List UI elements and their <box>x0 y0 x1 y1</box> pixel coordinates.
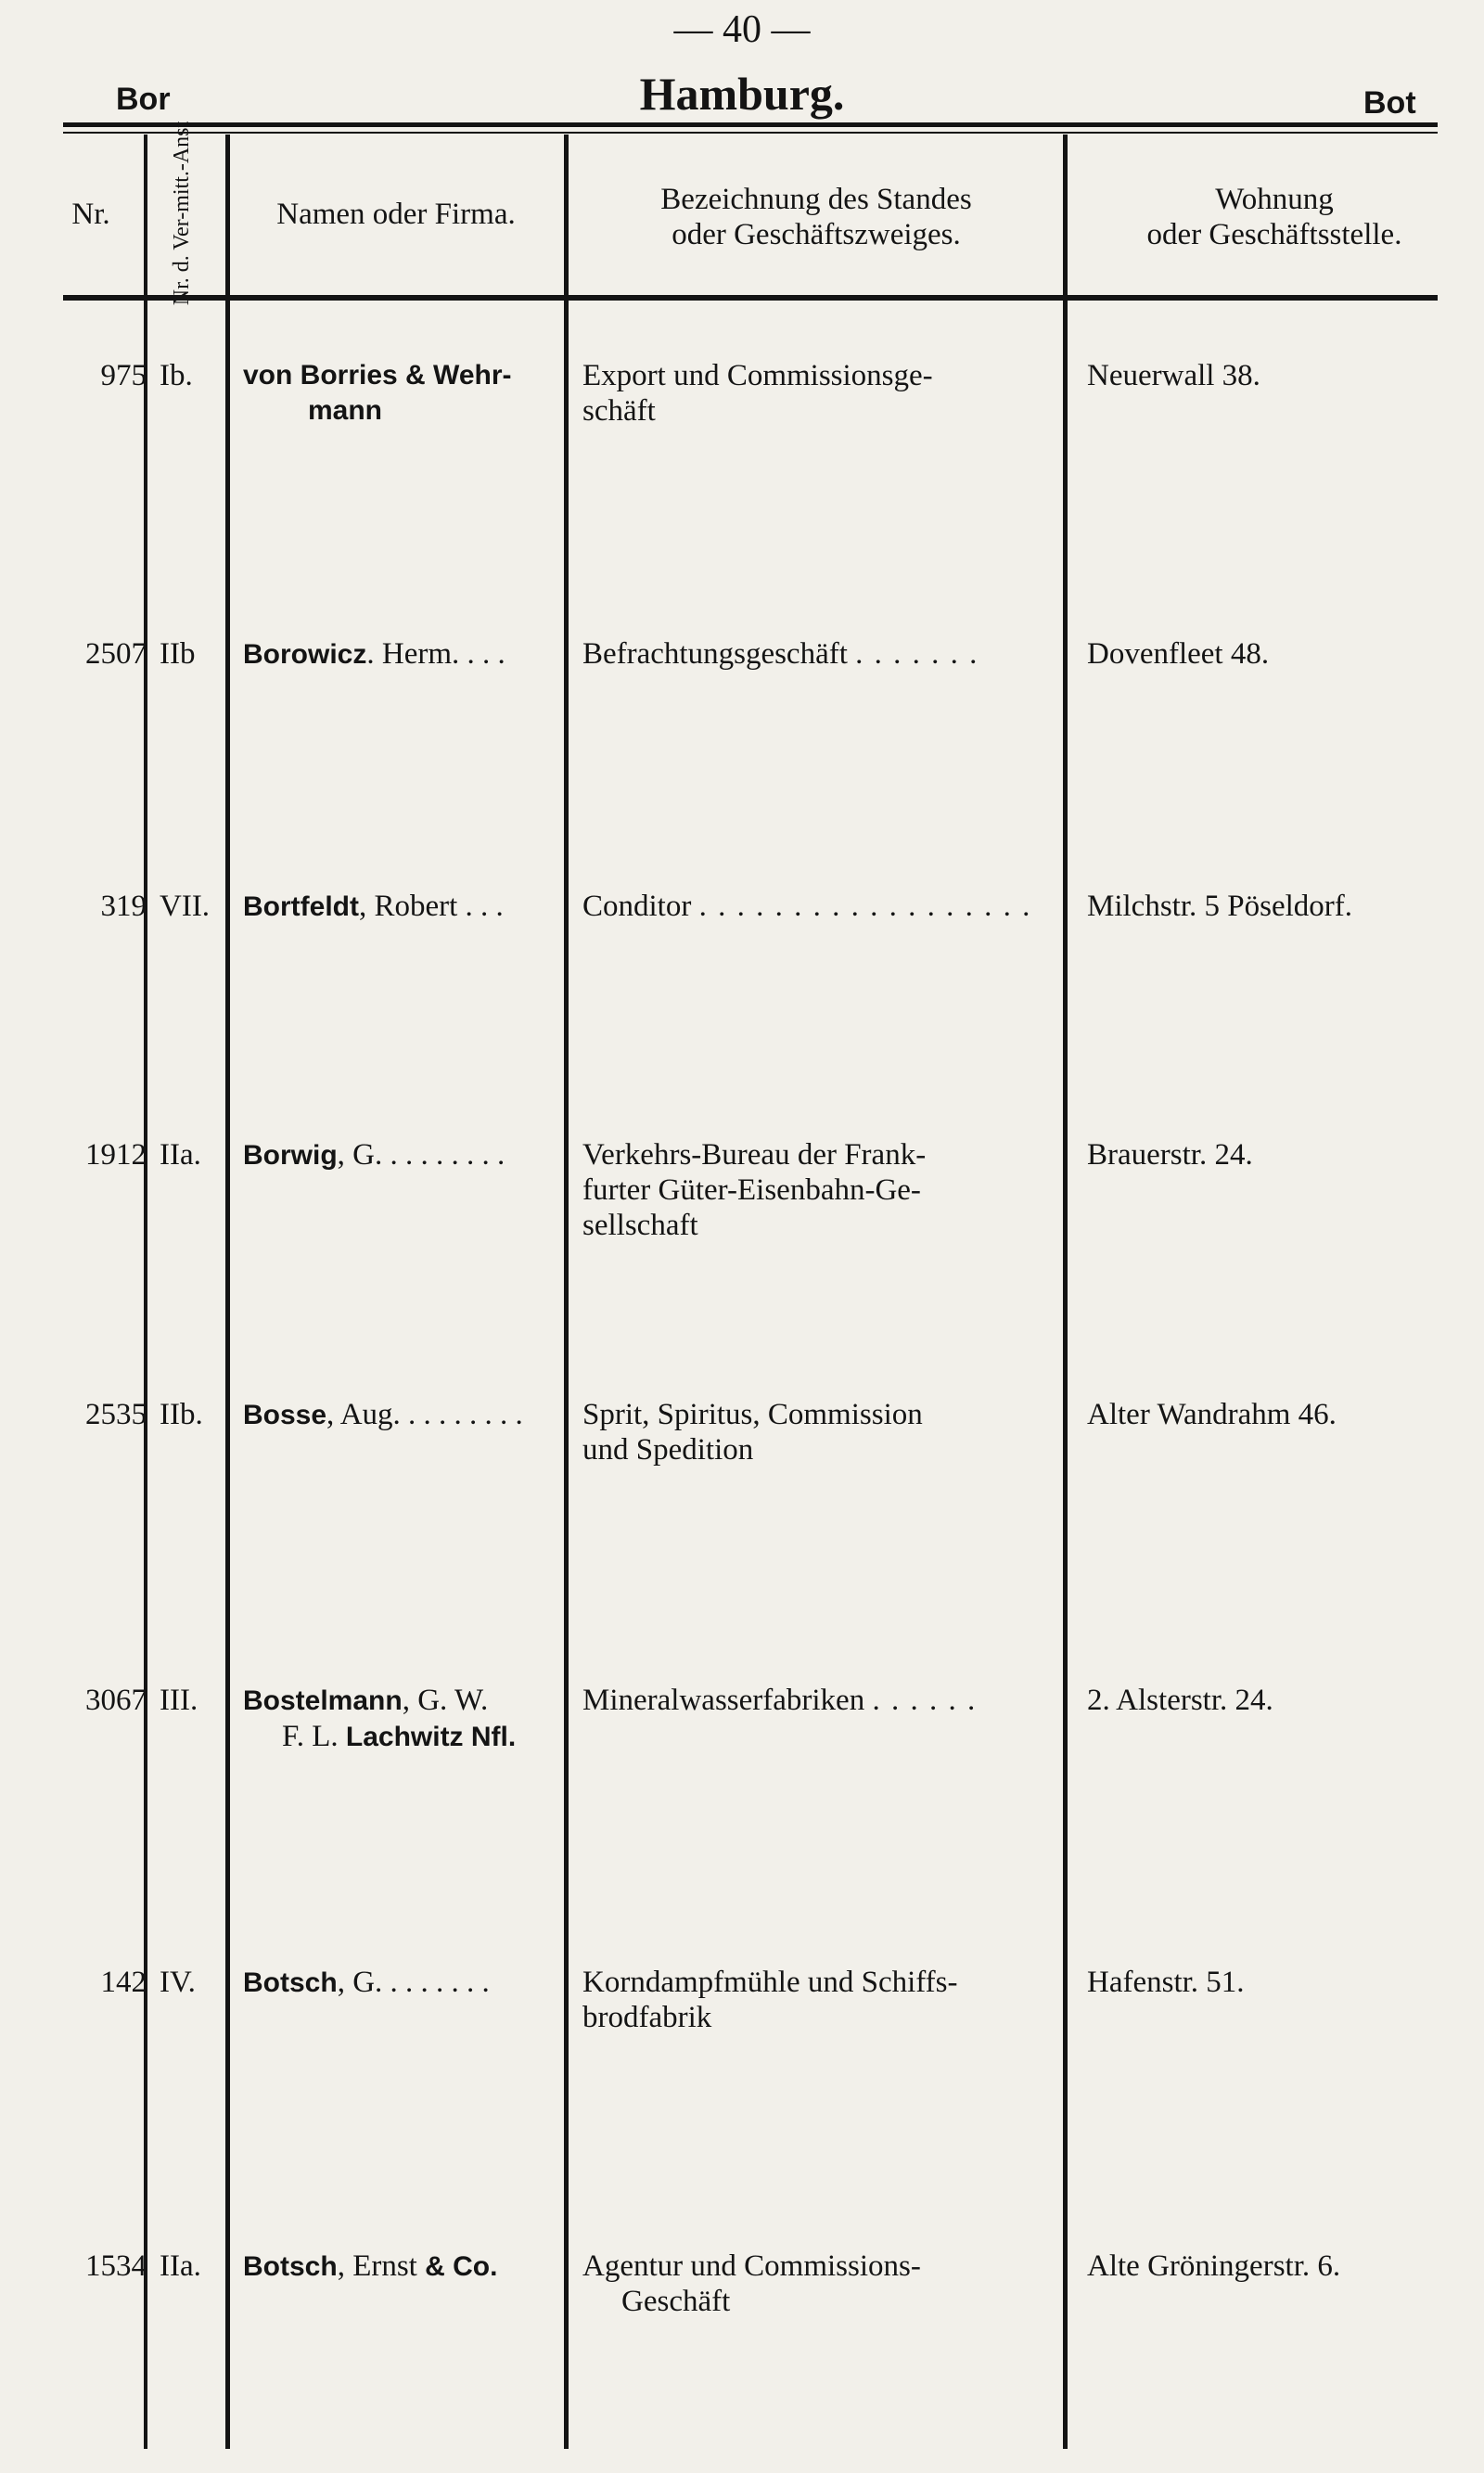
entry-trade: Mineralwasserfabriken . . . . . . <box>582 1684 978 1717</box>
column-divider <box>564 135 569 2449</box>
table-row <box>0 2249 1484 2360</box>
entry-number: 3067 <box>85 1684 147 1717</box>
entry-address: Neuerwall 38. <box>1087 359 1260 392</box>
entry-name: Borwig, G. . . . . . . . . <box>243 1138 505 1172</box>
page-number: — 40 — <box>673 8 811 51</box>
column-divider <box>144 135 147 2449</box>
entry-number: 1912 <box>85 1138 147 1172</box>
column-header-address: Wohnung oder Geschäftsstelle. <box>1146 183 1402 251</box>
table-row <box>0 1397 1484 1508</box>
entry-address: Brauerstr. 24. <box>1087 1138 1253 1172</box>
entry-address: Hafenstr. 51. <box>1087 1966 1245 1999</box>
entry-trade: Sprit, Spiritus, Commission und Spedition <box>582 1398 923 1467</box>
entry-class: IIa. <box>160 1138 201 1172</box>
entry-name: Botsch, Ernst & Co. <box>243 2249 498 2283</box>
entry-number: 2507 <box>85 637 147 671</box>
table-row <box>0 1683 1484 1794</box>
entry-class: IV. <box>160 1966 196 1999</box>
entry-number: 1534 <box>85 2249 147 2283</box>
entry-number: 319 <box>100 890 147 923</box>
header-rule <box>63 295 1438 301</box>
entry-name: von Borries & Wehr- mann <box>243 360 512 426</box>
column-header-class: Nr. d. Ver-mitt.-Anst <box>170 121 194 306</box>
entry-address: Milchstr. 5 Pöseldorf. <box>1087 890 1352 923</box>
entry-address: 2. Alsterstr. 24. <box>1087 1684 1273 1717</box>
column-header-nr: Nr. <box>71 198 110 231</box>
column-header-name: Namen oder Firma. <box>276 198 516 231</box>
entry-trade: Verkehrs-Bureau der Frank- furter Güter-Eisenbahn-Ge- sellschaft <box>582 1138 927 1242</box>
entry-trade: Korndampfmühle und Schiffs- brodfabrik <box>582 1966 958 2034</box>
entry-trade: Befrachtungsgeschäft . . . . . . . <box>582 637 979 671</box>
entry-trade: Conditor . . . . . . . . . . . . . . . . . . <box>582 890 1032 923</box>
entry-number: 975 <box>100 359 147 392</box>
entry-number: 142 <box>100 1966 147 1999</box>
table-row <box>0 358 1484 469</box>
entry-number: 2535 <box>85 1398 147 1431</box>
column-divider <box>225 135 230 2449</box>
entry-address: Alte Gröningerstr. 6. <box>1087 2249 1341 2283</box>
table-row <box>0 1137 1484 1249</box>
entry-trade: Export und Commissionsge- schäft <box>582 359 933 428</box>
entry-name: Borowicz. Herm. . . . <box>243 637 505 671</box>
entry-class: IIa. <box>160 2249 201 2283</box>
column-header-trade: Bezeichnung des Standes oder Geschäftszweiges. <box>660 183 972 251</box>
top-rule <box>63 122 1438 127</box>
entry-trade: Agentur und Commissions- Geschäft <box>582 2249 921 2318</box>
entry-name: Bosse, Aug. . . . . . . . . <box>243 1398 523 1431</box>
entry-address: Dovenfleet 48. <box>1087 637 1270 671</box>
entry-name: Bostelmann, G. W. F. L. Lachwitz Nfl. <box>243 1684 517 1753</box>
page-title: Hamburg. <box>639 68 845 120</box>
top-rule-thin <box>63 132 1438 134</box>
entry-class: IIb <box>160 637 196 671</box>
table-row <box>0 636 1484 748</box>
guide-word-left: Bor <box>116 82 171 117</box>
entry-class: Ib. <box>160 359 193 392</box>
entry-name: Bortfeldt, Robert . . . <box>243 890 504 923</box>
entry-class: VII. <box>160 890 211 923</box>
table-row <box>0 889 1484 1000</box>
guide-word-right: Bot <box>1363 85 1416 121</box>
table-row <box>0 1965 1484 2076</box>
entry-name: Botsch, G. . . . . . . . <box>243 1966 490 1999</box>
column-divider <box>1063 135 1068 2449</box>
entry-class: III. <box>160 1684 198 1717</box>
entry-address: Alter Wandrahm 46. <box>1087 1398 1337 1431</box>
entry-class: IIb. <box>160 1398 203 1431</box>
